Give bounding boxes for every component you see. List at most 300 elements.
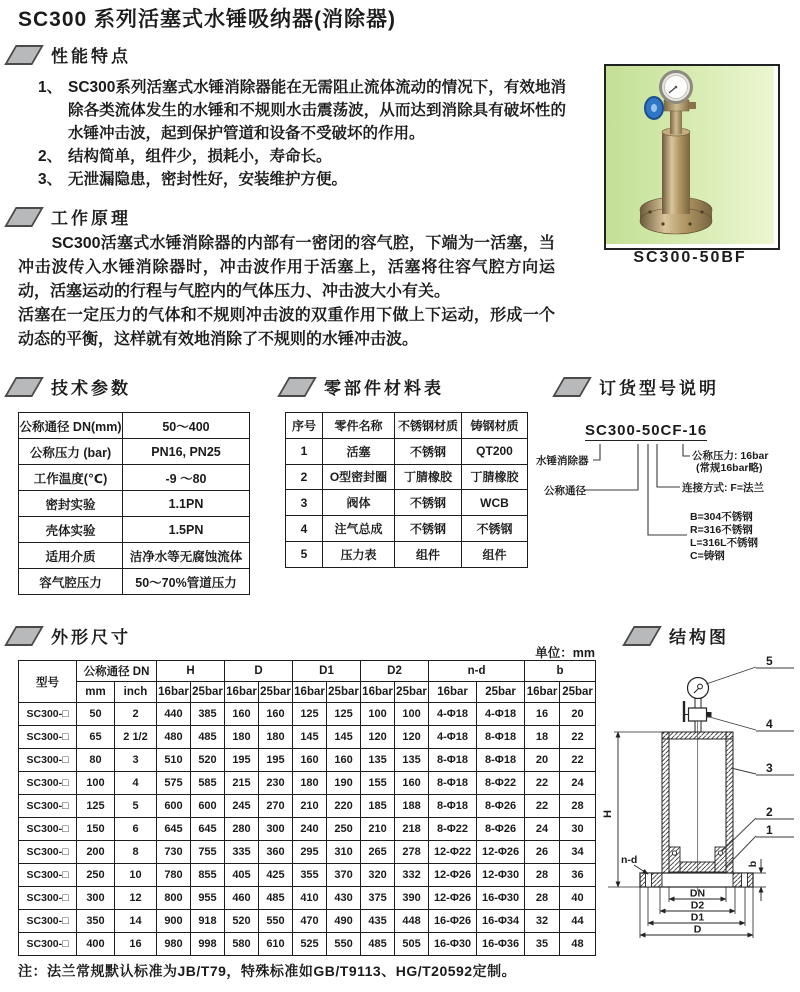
dim-value-cell: 22 bbox=[560, 749, 596, 772]
dim-value-cell: 16-Φ30 bbox=[477, 887, 525, 910]
dim-value-cell: 240 bbox=[293, 818, 327, 841]
section-marker-icon bbox=[4, 207, 44, 227]
dim-value-cell: 16-Φ34 bbox=[477, 910, 525, 933]
materials-cell: O型密封圈 bbox=[323, 464, 395, 490]
tech-param-label: 公称通径 DN(mm) bbox=[19, 413, 123, 439]
materials-cell: 活塞 bbox=[323, 438, 395, 464]
dim-value-cell: 610 bbox=[259, 933, 293, 956]
dim-value-cell: 145 bbox=[327, 726, 361, 749]
dim-row bbox=[19, 772, 596, 795]
dim-value-cell: 12-Φ22 bbox=[429, 841, 477, 864]
dim-row bbox=[19, 933, 596, 956]
materials-row bbox=[286, 490, 528, 516]
dim-value-cell: 8-Φ18 bbox=[477, 726, 525, 749]
dim-value-cell: 8-Φ22 bbox=[477, 772, 525, 795]
dim-value-cell: 410 bbox=[293, 887, 327, 910]
tech-param-value: 洁净水等无腐蚀流体 bbox=[123, 543, 250, 569]
dim-value-cell: 5 bbox=[115, 795, 157, 818]
section-header-ordering bbox=[558, 374, 719, 399]
dim-row bbox=[19, 795, 596, 818]
dim-value-cell: 8-Φ18 bbox=[477, 749, 525, 772]
dim-value-cell: 600 bbox=[157, 795, 191, 818]
dim-row bbox=[19, 749, 596, 772]
dim-value-cell: 998 bbox=[191, 933, 225, 956]
ordering-material-option-2: R=316不锈钢 bbox=[690, 524, 753, 536]
principle-paragraph-1: SC300活塞式水锤消除器的内部有一密闭的容气腔，下端为一活塞，当冲击波传入水锤消除器时，冲击波作用于活塞上，活塞将往容气腔方向运动，活塞运动的行程与气腔内的气体压力、冲击波大小有关。 bbox=[18, 235, 555, 300]
section-header-features bbox=[10, 42, 131, 67]
dim-value-cell: 8-Φ26 bbox=[477, 818, 525, 841]
section-title-principle: 工作原理 bbox=[51, 209, 131, 228]
tech-param-row bbox=[19, 569, 250, 595]
dim-model-cell: SC300-□ bbox=[19, 864, 77, 887]
product-photo-caption: SC300-50BF bbox=[633, 249, 747, 266]
dim-label-D: D bbox=[693, 923, 702, 936]
dim-value-cell: 100 bbox=[395, 703, 429, 726]
dim-value-cell: 755 bbox=[191, 841, 225, 864]
section-header-principle bbox=[10, 204, 131, 229]
dim-value-cell: 125 bbox=[327, 703, 361, 726]
dim-value-cell: 520 bbox=[225, 910, 259, 933]
dim-value-cell: 2 bbox=[115, 703, 157, 726]
ordering-label-device: 水锤消除器 bbox=[536, 455, 589, 467]
part-label-5: 5 bbox=[766, 654, 773, 668]
dim-model-cell: SC300-□ bbox=[19, 726, 77, 749]
dim-value-cell: 155 bbox=[361, 772, 395, 795]
dim-value-cell: 350 bbox=[77, 910, 115, 933]
dim-header-sub: 16bar bbox=[157, 682, 191, 703]
dim-value-cell: 320 bbox=[361, 864, 395, 887]
feature-number: 2、 bbox=[38, 148, 63, 165]
section-marker-icon bbox=[277, 377, 317, 397]
dim-value-cell: 550 bbox=[327, 933, 361, 956]
product-photo-image bbox=[606, 66, 774, 244]
dim-value-cell: 510 bbox=[157, 749, 191, 772]
dim-header-group: D2 bbox=[361, 661, 429, 682]
dim-model-cell: SC300-□ bbox=[19, 749, 77, 772]
dim-value-cell: 645 bbox=[157, 818, 191, 841]
product-photo bbox=[604, 64, 780, 250]
dim-value-cell: 310 bbox=[327, 841, 361, 864]
dim-value-cell: 35 bbox=[525, 933, 560, 956]
dim-value-cell: 332 bbox=[395, 864, 429, 887]
dim-value-cell: 370 bbox=[327, 864, 361, 887]
dim-value-cell: 780 bbox=[157, 864, 191, 887]
structure-diagram bbox=[598, 650, 800, 950]
materials-cell: WCB bbox=[462, 490, 528, 516]
dim-value-cell: 8-Φ18 bbox=[429, 795, 477, 818]
dim-header-sub: 25bar bbox=[395, 682, 429, 703]
materials-cell: 1 bbox=[286, 438, 323, 464]
dim-model-cell: SC300-□ bbox=[19, 933, 77, 956]
dim-value-cell: 425 bbox=[259, 864, 293, 887]
dim-value-cell: 385 bbox=[191, 703, 225, 726]
dim-value-cell: 8-Φ26 bbox=[477, 795, 525, 818]
dim-label-b: b bbox=[747, 860, 759, 868]
dim-value-cell: 580 bbox=[225, 933, 259, 956]
dim-value-cell: 28 bbox=[560, 795, 596, 818]
tech-param-value: 1.5PN bbox=[123, 517, 250, 543]
dim-value-cell: 180 bbox=[293, 772, 327, 795]
dim-value-cell: 22 bbox=[560, 726, 596, 749]
dim-value-cell: 80 bbox=[77, 749, 115, 772]
ordering-label-pressure-1: 公称压力: 16bar bbox=[692, 450, 769, 462]
feature-item-1 bbox=[38, 76, 566, 145]
dim-value-cell: 730 bbox=[157, 841, 191, 864]
ordering-label-connection: 连接方式: F=法兰 bbox=[682, 482, 764, 494]
materials-cell: 注气总成 bbox=[323, 516, 395, 542]
feature-text: 无泄漏隐患，密封性好，安装维护方便。 bbox=[68, 171, 348, 188]
dim-value-cell: 120 bbox=[361, 726, 395, 749]
materials-cell: 不锈钢 bbox=[395, 438, 462, 464]
materials-row bbox=[286, 438, 528, 464]
footer-note: 注：法兰常规默认标准为JB/T79，特殊标准如GB/T9113、HG/T20592定制。 bbox=[18, 963, 517, 979]
dim-row bbox=[19, 818, 596, 841]
dim-value-cell: 585 bbox=[191, 772, 225, 795]
dim-value-cell: 12-Φ30 bbox=[477, 864, 525, 887]
dim-value-cell: 480 bbox=[157, 726, 191, 749]
dim-value-cell: 440 bbox=[157, 703, 191, 726]
dim-value-cell: 12-Φ26 bbox=[429, 887, 477, 910]
ordering-material-option-1: B=304不锈钢 bbox=[690, 511, 753, 523]
tech-param-label: 适用介质 bbox=[19, 543, 123, 569]
dim-value-cell: 185 bbox=[361, 795, 395, 818]
dim-header-sub: 16bar bbox=[361, 682, 395, 703]
dim-value-cell: 485 bbox=[361, 933, 395, 956]
dim-value-cell: 160 bbox=[395, 772, 429, 795]
dim-value-cell: 550 bbox=[259, 910, 293, 933]
materials-cell: 5 bbox=[286, 541, 323, 567]
dim-header-model: 型号 bbox=[19, 661, 77, 703]
ordering-material-option-4: C=铸钢 bbox=[690, 550, 725, 562]
dimensions-table bbox=[18, 660, 596, 956]
ordering-model-code: SC300-50CF-16 bbox=[585, 422, 708, 439]
dim-value-cell: 180 bbox=[259, 726, 293, 749]
dim-label-nd: n-d bbox=[621, 854, 638, 866]
dim-value-cell: 200 bbox=[77, 841, 115, 864]
dim-row bbox=[19, 703, 596, 726]
materials-cell: QT200 bbox=[462, 438, 528, 464]
materials-header-row bbox=[286, 413, 528, 439]
dim-value-cell: 335 bbox=[225, 841, 259, 864]
ordering-label-pressure-2: (常规16bar略) bbox=[696, 462, 763, 474]
dim-value-cell: 160 bbox=[225, 703, 259, 726]
dim-value-cell: 16 bbox=[525, 703, 560, 726]
tech-param-value: 1.1PN bbox=[123, 491, 250, 517]
tech-param-value: 50～400 bbox=[123, 413, 250, 439]
dim-value-cell: 2 1/2 bbox=[115, 726, 157, 749]
section-marker-icon bbox=[4, 377, 44, 397]
materials-cell: 不锈钢 bbox=[395, 490, 462, 516]
dim-header-group: H bbox=[157, 661, 225, 682]
ordering-model-diagram bbox=[530, 408, 800, 608]
dim-value-cell: 34 bbox=[560, 841, 596, 864]
dim-value-cell: 918 bbox=[191, 910, 225, 933]
dim-model-cell: SC300-□ bbox=[19, 887, 77, 910]
feature-item-3 bbox=[38, 168, 566, 191]
dim-value-cell: 22 bbox=[525, 772, 560, 795]
materials-cell: 压力表 bbox=[323, 541, 395, 567]
section-marker-icon bbox=[552, 377, 592, 397]
dimensions-table-wrap bbox=[18, 660, 596, 956]
dim-value-cell: 18 bbox=[525, 726, 560, 749]
dim-header-sub: 25bar bbox=[191, 682, 225, 703]
section-title-ordering: 订货型号说明 bbox=[599, 379, 719, 398]
dim-value-cell: 12-Φ26 bbox=[429, 864, 477, 887]
dim-label-D1: D1 bbox=[690, 911, 705, 924]
dim-value-cell: 220 bbox=[327, 795, 361, 818]
section-title-materials: 零部件材料表 bbox=[324, 379, 444, 398]
dim-value-cell: 8-Φ18 bbox=[429, 772, 477, 795]
feature-item-2 bbox=[38, 145, 566, 168]
dim-value-cell: 188 bbox=[395, 795, 429, 818]
dim-model-cell: SC300-□ bbox=[19, 910, 77, 933]
dim-header-sub: 25bar bbox=[259, 682, 293, 703]
materials-cell: 阀体 bbox=[323, 490, 395, 516]
dim-value-cell: 24 bbox=[560, 772, 596, 795]
dim-row bbox=[19, 841, 596, 864]
tech-params-table bbox=[18, 412, 250, 595]
dim-value-cell: 210 bbox=[293, 795, 327, 818]
dim-label-H: H bbox=[602, 810, 614, 818]
dim-value-cell: 65 bbox=[77, 726, 115, 749]
dim-value-cell: 16-Φ36 bbox=[477, 933, 525, 956]
dim-value-cell: 600 bbox=[191, 795, 225, 818]
dim-value-cell: 525 bbox=[293, 933, 327, 956]
dim-row bbox=[19, 726, 596, 749]
section-title-tech-params: 技术参数 bbox=[51, 379, 131, 398]
dim-value-cell: 6 bbox=[115, 818, 157, 841]
dim-value-cell: 448 bbox=[395, 910, 429, 933]
dim-value-cell: 160 bbox=[327, 749, 361, 772]
ordering-label-dn: 公称通径 bbox=[544, 485, 586, 497]
dim-header-sub: 25bar bbox=[560, 682, 596, 703]
dim-value-cell: 575 bbox=[157, 772, 191, 795]
principle-paragraph-2: 活塞在一定压力的气体和不规则冲击波的双重作用下做上下运动，形成一个动态的平衡，这样就有效地消除了不规则的水锤冲击波。 bbox=[18, 307, 555, 348]
dim-value-cell: 40 bbox=[560, 887, 596, 910]
dim-value-cell: 180 bbox=[225, 726, 259, 749]
dim-value-cell: 150 bbox=[77, 818, 115, 841]
dim-value-cell: 245 bbox=[225, 795, 259, 818]
dim-value-cell: 190 bbox=[327, 772, 361, 795]
dim-value-cell: 218 bbox=[395, 818, 429, 841]
dim-value-cell: 4-Φ18 bbox=[429, 726, 477, 749]
ordering-material-option-3: L=316L不锈钢 bbox=[690, 537, 758, 549]
part-label-1: 1 bbox=[766, 823, 773, 837]
dim-value-cell: 250 bbox=[77, 864, 115, 887]
dim-label-DN: DN bbox=[689, 887, 706, 900]
dim-value-cell: 980 bbox=[157, 933, 191, 956]
section-marker-icon bbox=[4, 45, 44, 65]
dim-value-cell: 125 bbox=[293, 703, 327, 726]
section-title-features: 性能特点 bbox=[51, 47, 131, 66]
dim-value-cell: 12 bbox=[115, 887, 157, 910]
dim-value-cell: 125 bbox=[77, 795, 115, 818]
dim-header-sub: 16bar bbox=[225, 682, 259, 703]
dim-header-row-2 bbox=[19, 682, 596, 703]
dim-model-cell: SC300-□ bbox=[19, 841, 77, 864]
feature-text: SC300系列活塞式水锤消除器能在无需阻止流体流动的情况下，有效地消除各类流体发生的水锤和不规则水击震荡波，从而达到消除具有破坏性的水锤冲击波，起到保护管道和设备不受破坏的作用。 bbox=[68, 79, 566, 142]
dim-value-cell: 28 bbox=[525, 887, 560, 910]
dim-value-cell: 800 bbox=[157, 887, 191, 910]
dim-value-cell: 16 bbox=[115, 933, 157, 956]
tech-param-label: 工作温度(℃) bbox=[19, 465, 123, 491]
dim-value-cell: 14 bbox=[115, 910, 157, 933]
dim-value-cell: 24 bbox=[525, 818, 560, 841]
dim-value-cell: 280 bbox=[225, 818, 259, 841]
dim-value-cell: 16-Φ30 bbox=[429, 933, 477, 956]
dim-value-cell: 195 bbox=[225, 749, 259, 772]
dim-value-cell: 44 bbox=[560, 910, 596, 933]
dim-value-cell: 48 bbox=[560, 933, 596, 956]
dim-value-cell: 375 bbox=[361, 887, 395, 910]
materials-cell: 不锈钢 bbox=[395, 516, 462, 542]
dim-label-D2: D2 bbox=[690, 899, 705, 912]
dim-value-cell: 32 bbox=[525, 910, 560, 933]
dim-value-cell: 490 bbox=[327, 910, 361, 933]
materials-header-cell: 铸钢材质 bbox=[462, 413, 528, 439]
dim-header-group: n-d bbox=[429, 661, 525, 682]
dim-value-cell: 430 bbox=[327, 887, 361, 910]
tech-param-row bbox=[19, 413, 250, 439]
dim-value-cell: 22 bbox=[525, 795, 560, 818]
dim-header-dn-sub: inch bbox=[115, 682, 157, 703]
dim-value-cell: 120 bbox=[395, 726, 429, 749]
dim-value-cell: 955 bbox=[191, 887, 225, 910]
dim-value-cell: 460 bbox=[225, 887, 259, 910]
dim-header-group: D1 bbox=[293, 661, 361, 682]
dim-value-cell: 20 bbox=[525, 749, 560, 772]
dim-header-dn-sub: mm bbox=[77, 682, 115, 703]
dim-header-sub: 16bar bbox=[293, 682, 327, 703]
dim-value-cell: 36 bbox=[560, 864, 596, 887]
feature-number: 3、 bbox=[38, 171, 63, 188]
materials-row bbox=[286, 464, 528, 490]
section-title-structure: 结构图 bbox=[669, 628, 729, 647]
materials-cell: 不锈钢 bbox=[462, 516, 528, 542]
dim-value-cell: 26 bbox=[525, 841, 560, 864]
dim-value-cell: 10 bbox=[115, 864, 157, 887]
dim-value-cell: 295 bbox=[293, 841, 327, 864]
dim-value-cell: 16-Φ26 bbox=[429, 910, 477, 933]
materials-cell: 组件 bbox=[462, 541, 528, 567]
dim-row bbox=[19, 864, 596, 887]
dim-value-cell: 145 bbox=[293, 726, 327, 749]
dim-value-cell: 30 bbox=[560, 818, 596, 841]
dim-value-cell: 135 bbox=[395, 749, 429, 772]
materials-cell: 2 bbox=[286, 464, 323, 490]
dim-value-cell: 360 bbox=[259, 841, 293, 864]
dim-value-cell: 215 bbox=[225, 772, 259, 795]
dim-value-cell: 270 bbox=[259, 795, 293, 818]
dim-model-cell: SC300-□ bbox=[19, 703, 77, 726]
dim-value-cell: 8 bbox=[115, 841, 157, 864]
dim-value-cell: 100 bbox=[361, 703, 395, 726]
dim-header-group: b bbox=[525, 661, 596, 682]
section-header-materials bbox=[283, 374, 444, 399]
dim-header-dn-group: 公称通径 DN bbox=[77, 661, 157, 682]
dim-value-cell: 100 bbox=[77, 772, 115, 795]
section-marker-icon bbox=[4, 626, 44, 646]
dim-value-cell: 20 bbox=[560, 703, 596, 726]
dim-model-cell: SC300-□ bbox=[19, 818, 77, 841]
materials-cell: 3 bbox=[286, 490, 323, 516]
materials-table bbox=[285, 412, 528, 568]
dim-value-cell: 135 bbox=[361, 749, 395, 772]
dim-value-cell: 210 bbox=[361, 818, 395, 841]
dim-value-cell: 405 bbox=[225, 864, 259, 887]
dim-value-cell: 4-Φ18 bbox=[429, 703, 477, 726]
tech-param-row bbox=[19, 517, 250, 543]
dim-value-cell: 160 bbox=[293, 749, 327, 772]
section-marker-icon bbox=[622, 626, 662, 646]
dim-value-cell: 390 bbox=[395, 887, 429, 910]
materials-header-cell: 序号 bbox=[286, 413, 323, 439]
dim-header-sub: 16bar bbox=[429, 682, 477, 703]
tech-param-label: 容气腔压力 bbox=[19, 569, 123, 595]
materials-cell: 4 bbox=[286, 516, 323, 542]
section-header-structure bbox=[628, 623, 729, 648]
tech-param-row bbox=[19, 543, 250, 569]
part-label-2: 2 bbox=[766, 805, 773, 819]
dim-value-cell: 195 bbox=[259, 749, 293, 772]
part-label-3: 3 bbox=[766, 761, 773, 775]
section-header-tech-params bbox=[10, 374, 131, 399]
dim-value-cell: 12-Φ26 bbox=[477, 841, 525, 864]
dim-value-cell: 8-Φ18 bbox=[429, 749, 477, 772]
dim-model-cell: SC300-□ bbox=[19, 795, 77, 818]
dim-value-cell: 265 bbox=[361, 841, 395, 864]
materials-header-cell: 不锈钢材质 bbox=[395, 413, 462, 439]
materials-row bbox=[286, 516, 528, 542]
dim-value-cell: 50 bbox=[77, 703, 115, 726]
dim-value-cell: 3 bbox=[115, 749, 157, 772]
tech-param-value: PN16, PN25 bbox=[123, 439, 250, 465]
dim-value-cell: 645 bbox=[191, 818, 225, 841]
feature-number: 1、 bbox=[38, 79, 63, 96]
tech-param-row bbox=[19, 465, 250, 491]
dim-header-sub: 25bar bbox=[477, 682, 525, 703]
dim-value-cell: 855 bbox=[191, 864, 225, 887]
dim-value-cell: 250 bbox=[327, 818, 361, 841]
dim-header-group: D bbox=[225, 661, 293, 682]
materials-header-cell: 零件名称 bbox=[323, 413, 395, 439]
tech-param-row bbox=[19, 439, 250, 465]
tech-param-label: 公称压力 (bar) bbox=[19, 439, 123, 465]
dim-row bbox=[19, 910, 596, 933]
dim-value-cell: 900 bbox=[157, 910, 191, 933]
tech-param-value: 50～70%管道压力 bbox=[123, 569, 250, 595]
unit-note: 单位：mm bbox=[535, 646, 595, 660]
dim-value-cell: 435 bbox=[361, 910, 395, 933]
dim-value-cell: 4 bbox=[115, 772, 157, 795]
dim-model-cell: SC300-□ bbox=[19, 772, 77, 795]
dim-value-cell: 505 bbox=[395, 933, 429, 956]
materials-cell: 丁腈橡胶 bbox=[462, 464, 528, 490]
features-list bbox=[38, 76, 566, 191]
materials-cell: 组件 bbox=[395, 541, 462, 567]
dim-value-cell: 8-Φ22 bbox=[429, 818, 477, 841]
dim-value-cell: 400 bbox=[77, 933, 115, 956]
feature-text: 结构简单，组件少，损耗小，寿命长。 bbox=[68, 148, 332, 165]
section-title-dimensions: 外形尺寸 bbox=[51, 628, 131, 647]
dim-value-cell: 300 bbox=[259, 818, 293, 841]
tech-param-row bbox=[19, 491, 250, 517]
section-header-dimensions bbox=[10, 623, 131, 648]
dim-header-sub: 16bar bbox=[525, 682, 560, 703]
dim-header-sub: 25bar bbox=[327, 682, 361, 703]
dim-row bbox=[19, 887, 596, 910]
dim-value-cell: 300 bbox=[77, 887, 115, 910]
